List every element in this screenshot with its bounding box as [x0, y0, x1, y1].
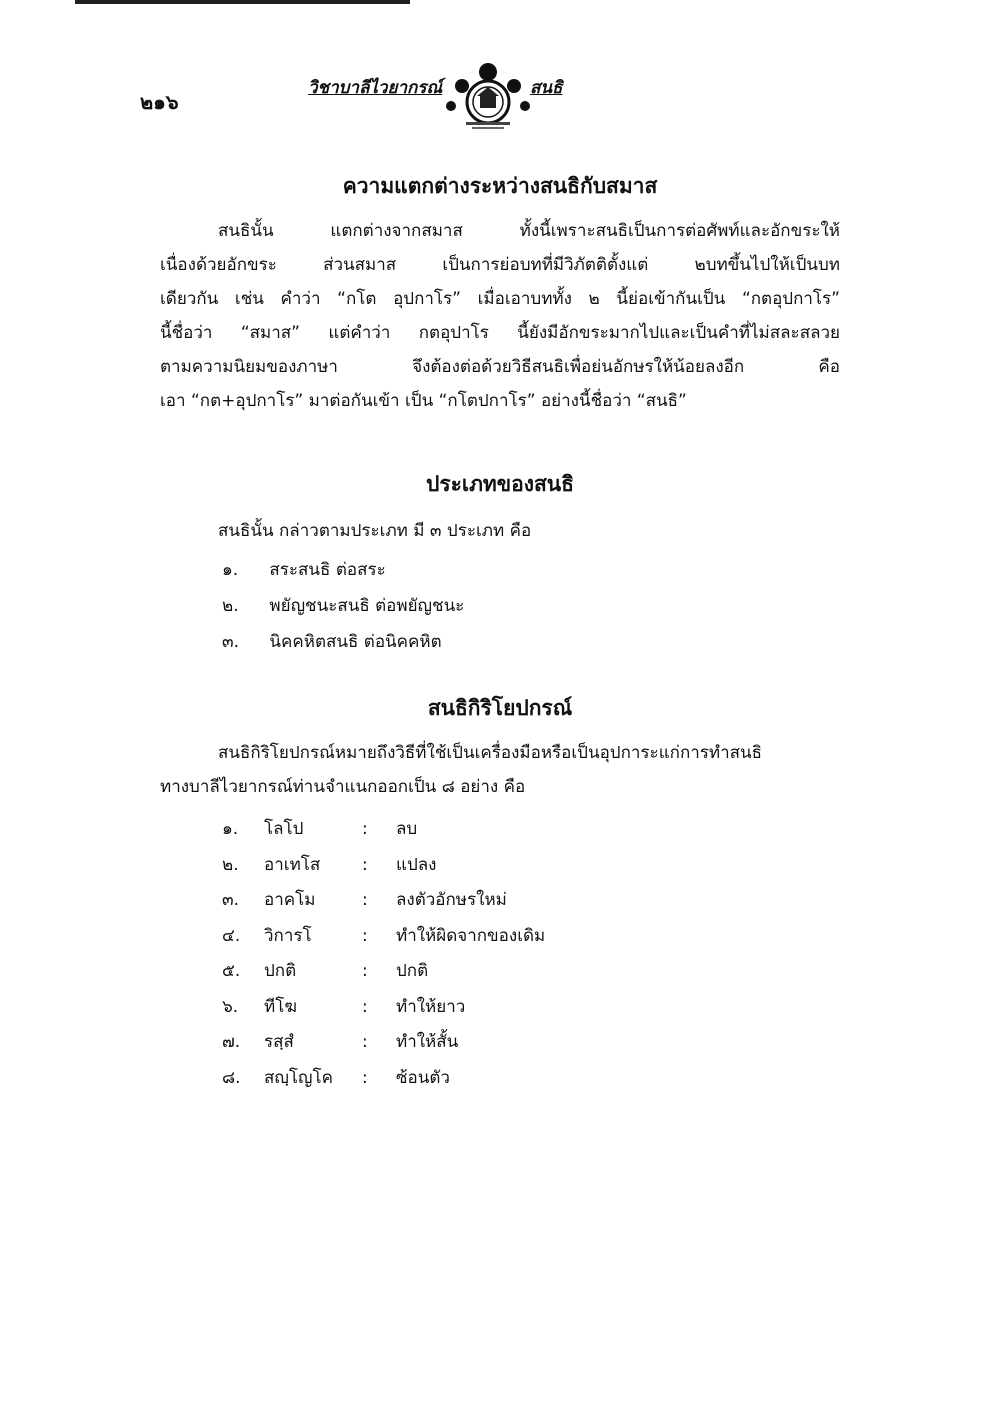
item-number: ๒. [222, 854, 239, 875]
list-item [222, 919, 545, 955]
paragraph-line: เนื่องด้วยอักขระ ส่วนสมาส เป็นการย่อบทที่มีวิภัตติตั้งแต่ ๒บทขึ้นไปให้เป็นบท [160, 255, 840, 275]
list-item [222, 883, 545, 919]
item-term: อาคโม [264, 890, 316, 910]
list-item [222, 588, 464, 624]
difference-paragraph [160, 214, 840, 418]
item-term: ปกติ [264, 961, 297, 981]
item-number: ๓. [222, 890, 240, 910]
types-intro-line: สนธินั้น กล่าวตามประเภท มี ๓ ประเภท คือ [218, 521, 532, 541]
item-meaning: แปลง [396, 854, 437, 875]
book-title: วิชาบาลีไวยากรณ์ [308, 78, 443, 98]
sandhi-tools-paragraph [160, 736, 840, 804]
item-meaning: ปกติ [396, 961, 429, 981]
list-item [222, 1061, 545, 1097]
sandhi-tools-list [222, 812, 545, 1096]
paragraph-line: ทางบาลีไวยากรณ์ท่านจำแนกออกเป็น ๘ อย่าง คือ [160, 777, 526, 797]
item-meaning: ซ้อนตัว [396, 1067, 450, 1088]
item-number: ๑. [222, 560, 239, 580]
header-section-name: สนธิ [530, 78, 563, 98]
item-meaning: ทำให้ผิดจากของเดิม [396, 925, 546, 946]
list-item [222, 552, 464, 588]
item-number: ๒. [222, 596, 239, 616]
paragraph-line: สนธิกิริโยปกรณ์หมายถึงวิธีที่ใช้เป็นเครื่องมือหรือเป็นอุปการะแก่การทำสนธิ [218, 743, 763, 763]
item-colon: : [362, 996, 368, 1017]
item-number: ๑. [222, 819, 239, 839]
item-colon: : [362, 854, 368, 875]
list-item [222, 1025, 545, 1061]
item-meaning: ลงตัวอักษรใหม่ [396, 890, 507, 910]
item-meaning: ลบ [396, 819, 418, 839]
item-colon: : [362, 1067, 368, 1088]
item-number: ๕. [222, 961, 241, 981]
institution-emblem-icon [442, 62, 534, 132]
list-item [222, 954, 545, 990]
item-text: พยัญชนะสนธิ ต่อพยัญชนะ [269, 596, 465, 616]
page-number: ๒๑๖ [140, 90, 179, 114]
list-item [222, 990, 545, 1026]
item-term: รสฺสํ [264, 1032, 294, 1052]
paragraph-line: สนธินั้น แตกต่างจากสมาส ทั้งนี้เพราะสนธิเป็นการต่อศัพท์และอักขระให้ [218, 221, 840, 241]
item-term: โลโป [264, 819, 304, 839]
item-term: อาเทโส [264, 854, 321, 875]
list-item [222, 812, 545, 848]
section-title-difference: ความแตกต่างระหว่างสนธิกับสมาส [342, 174, 658, 198]
item-meaning: ทำให้สั้น [396, 1032, 459, 1052]
sandhi-types-list [222, 552, 464, 660]
page-header [0, 62, 1000, 132]
item-text: นิคคหิตสนธิ ต่อนิคคหิต [269, 632, 442, 652]
paragraph-line: เดียวกัน เช่น คำว่า “กโต อุปกาโร” เมื่อเอาบททั้ง ๒ นี้ย่อเข้ากันเป็น “กตอุปกาโร” [160, 289, 840, 309]
item-term: ทีโฆ [264, 996, 297, 1017]
item-text: สระสนธิ ต่อสระ [269, 560, 386, 580]
item-number: ๔. [222, 925, 241, 946]
section-title-sandhi-tools: สนธิกิริโยปกรณ์ [427, 696, 573, 720]
item-number: ๘. [222, 1067, 241, 1088]
item-colon: : [362, 925, 368, 946]
item-colon: : [362, 1032, 368, 1052]
types-intro [160, 514, 840, 548]
item-meaning: ทำให้ยาว [396, 996, 466, 1017]
item-number: ๓. [222, 632, 240, 652]
item-term: สญฺโญโค [264, 1067, 333, 1088]
paragraph-line: นี้ชื่อว่า “สมาส” แต่คำว่า กตอุปาโร นี้ยังมีอักขระมากไปและเป็นคำที่ไม่สละสลวย [160, 323, 840, 343]
item-colon: : [362, 819, 368, 839]
paragraph-line: เอา “กต+อุปกาโร” มาต่อกันเข้า เป็น “กโตปกาโร” อย่างนี้ชื่อว่า “สนธิ” [160, 391, 687, 411]
top-rule [75, 0, 410, 4]
item-term: วิการโ [264, 925, 312, 946]
item-number: ๖. [222, 996, 239, 1017]
item-number: ๗. [222, 1032, 241, 1052]
list-item [222, 624, 464, 660]
paragraph-line: ตามความนิยมของภาษา จึงต้องต่อด้วยวิธีสนธิเพื่อย่นอักษรให้น้อยลงอีก คือ [160, 357, 840, 377]
item-colon: : [362, 961, 368, 981]
item-colon: : [362, 890, 368, 910]
list-item [222, 848, 545, 884]
section-title-types: ประเภทของสนธิ [426, 472, 574, 496]
